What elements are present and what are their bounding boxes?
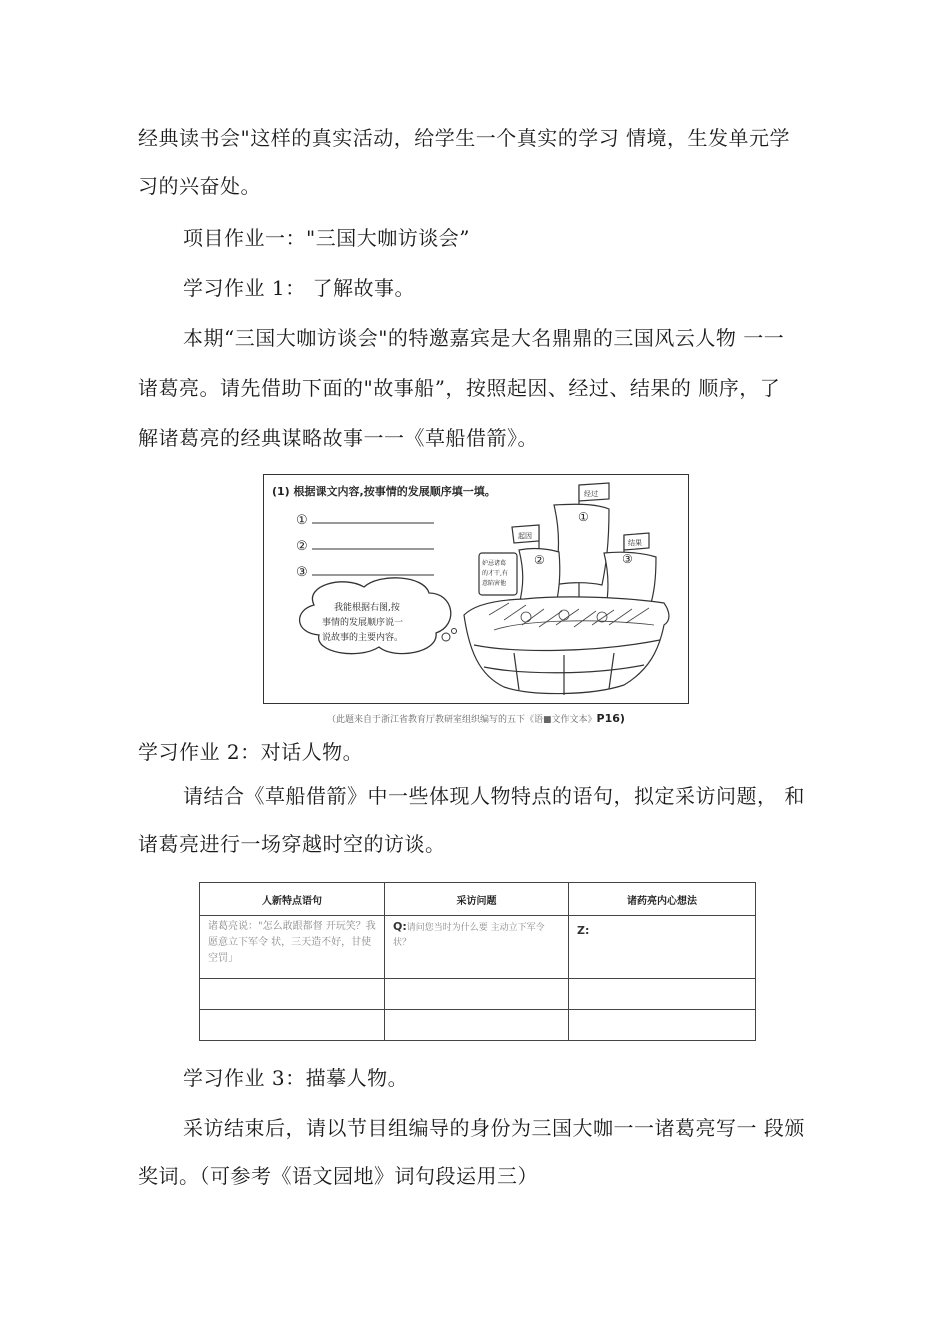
q-prefix: Q: [393,920,407,933]
table-cell[interactable] [200,916,385,979]
bubble-text: 说故事的主要内容。 [322,633,404,643]
story-ship-illustration [264,475,688,703]
paragraph-line: 习的兴奋处。 [138,174,261,198]
interview-table [199,882,756,1041]
paragraph-line: 诸葛亮进行一场穿越时空的访谈。 [138,832,446,856]
flag-label: 结果 [628,539,642,547]
table-header-row [200,883,756,916]
flag-label: 起因 [518,532,532,540]
figure-instruction: (1) 根据课文内容,按事情的发展顺序填一填。 [272,485,496,498]
flag-label: 经过 [584,490,598,498]
project-title: 项目作业一："三国大咖访谈会” [183,226,470,250]
story-ship-figure [263,474,689,704]
question-text: 请问您当时为什么要 主动立下军令状？ [393,923,545,948]
table-cell[interactable] [200,1010,385,1041]
scroll-text: 意陷害他 [482,580,507,587]
table-cell[interactable] [569,1010,756,1041]
scroll-text: 的才干,有 [482,570,508,577]
sail-number: ③ [622,552,633,566]
quote-text: 诸葛亮说："怎么敢跟都督 开玩笑？我愿意立下军令 状，三天造不好，甘使空罚」 [208,921,376,964]
blank-number: ③ [296,565,308,580]
z-prefix: Z: [577,924,590,937]
table-row [200,1010,756,1041]
table-cell[interactable] [385,979,569,1010]
task2-title: 学习作业 2：对话人物。 [138,740,364,764]
ship [464,483,669,695]
table-header: 采访问题 [385,883,569,916]
sail-number: ① [578,510,589,524]
paragraph-line: 诸葛亮。请先借助下面的"故事船”，按照起因、经过、结果的 顺序，了 [138,376,781,400]
figure-caption [263,712,689,725]
table-cell[interactable] [385,916,569,979]
paragraph-line: 采访结束后，请以节目组编导的身份为三国大咖一一诸葛亮写一 段颁 [183,1116,805,1140]
blank-number: ① [296,513,308,528]
table-cell[interactable] [385,1010,569,1041]
caption-text: （此题来自于浙江省教育厅教研室组织编写的五下《语■文作文本》 [327,715,597,725]
paragraph-line: 请结合《草船借箭》中一些体现人物特点的语句，拟定采访问题， 和 [183,784,805,808]
blank-number: ② [296,539,308,554]
paragraph-line: 奖词。（可参考《语文园地》词句段运用三） [138,1164,538,1188]
paragraph-line: 经典读书会"这样的真实活动，给学生一个真实的学习 情境，生发单元学 [138,126,791,150]
task3-title: 学习作业 3：描摹人物。 [183,1066,409,1090]
thought-bubble [300,578,457,654]
scroll-text: 妒忌诸葛 [482,560,507,567]
task1-title: 学习作业 1： 了解故事。 [183,276,415,300]
sail-number: ② [534,553,545,567]
table-row [200,979,756,1010]
bubble-text: 我能根据右图,按 [334,603,400,613]
caption-page: P16) [596,712,625,725]
paragraph-line: 本期“三国大咖访谈会"的特邀嘉宾是大名鼎鼎的三国风云人物 一一 [183,326,785,350]
table-cell[interactable] [569,979,756,1010]
table-cell[interactable] [200,979,385,1010]
table-header: 诸药亮内心想法 [569,883,756,916]
paragraph-line: 解诸葛亮的经典谋略故事一一《草船借箭》。 [138,426,538,450]
table-row [200,916,756,979]
bubble-text: 事情的发展顺序说一 [322,618,404,628]
table-header: 人新特点语句 [200,883,385,916]
table-cell[interactable] [569,916,756,979]
